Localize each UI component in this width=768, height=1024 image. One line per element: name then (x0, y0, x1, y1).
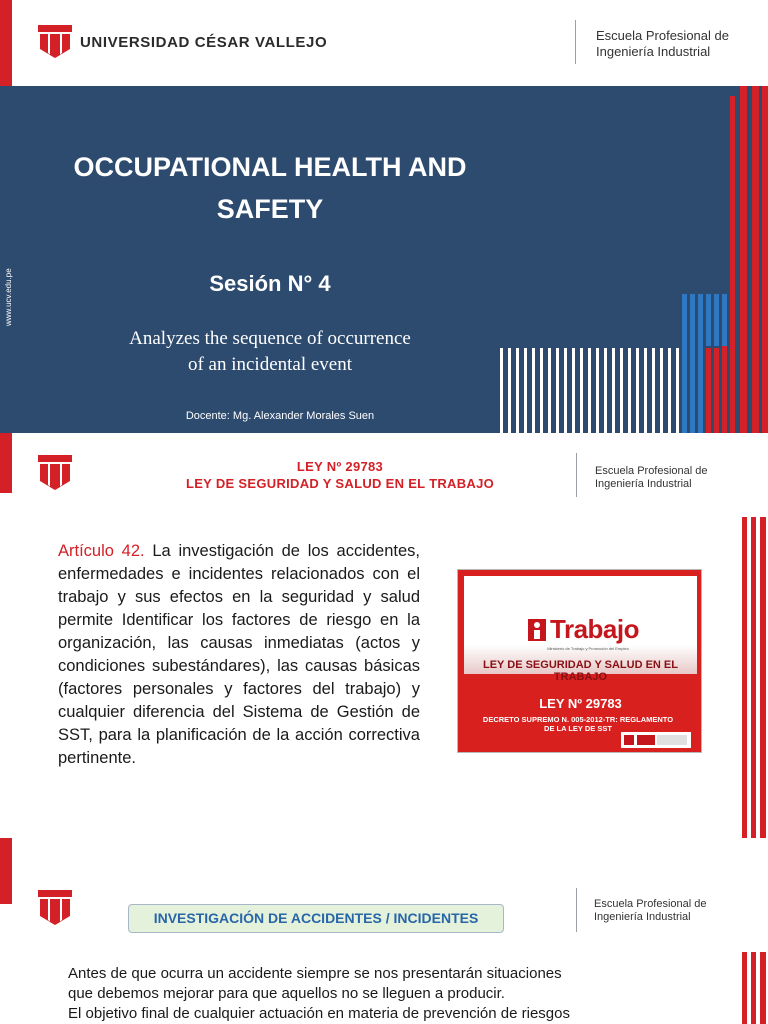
intro-paragraph (68, 964, 680, 1024)
para-line-3: El objetivo final de cualquier actuación en materia de prevención de riesgos (68, 1005, 570, 1022)
title-line-1: OCCUPATIONAL HEALTH AND (73, 152, 467, 182)
law-title (120, 458, 560, 492)
ministry-badge (621, 732, 691, 748)
law-number: LEY Nº 29783 (296, 459, 384, 474)
school-name (594, 898, 707, 924)
school-line-1: Escuela Profesional de (596, 28, 729, 43)
title-line-2: SAFETY (216, 194, 324, 224)
law-book-cover (457, 569, 702, 753)
school-line-2: Ingeniería Industrial (594, 911, 691, 923)
book-decree (478, 715, 678, 733)
ucv-logo-icon (38, 455, 72, 491)
article-paragraph (58, 540, 420, 770)
session-label: Sesión N° 4 (209, 271, 331, 296)
red-side-bar (0, 433, 12, 493)
docente-label: Docente: Mg. Alexander Morales Suen (185, 410, 375, 422)
slide-1-header (0, 0, 768, 86)
section-heading: INVESTIGACIÓN DE ACCIDENTES / INCIDENTES (128, 904, 504, 933)
slide-1 (0, 0, 768, 433)
decorative-stripes (740, 517, 768, 838)
para-line-2: que debemos mejorar para que aquellos no se lleguen a producir. (68, 985, 505, 1002)
header-separator (576, 888, 577, 932)
article-text: La investigación de los accidentes, enfermedades e incidentes relacionados con el trabajo y sus efectos en la seguridad y salud permite Identificar los factores de riesgo en la organización, las causas inmediatas (actos y condiciones subestándares), las causas básicas (factores personales y factores del trabajo) y cualquier diferencia del Sistema de Gestión de SST, para la planificación de la acción correctiva pertinente. (58, 542, 420, 767)
trabajo-subtitle: Ministerio de Trabajo y Promoción del Empleo (547, 646, 629, 651)
school-line-1: Escuela Profesional de (595, 465, 708, 477)
subtitle-line-1: Analyzes the sequence of occurrence (129, 328, 411, 349)
slide-3 (0, 838, 768, 1024)
school-line-2: Ingeniería Industrial (595, 478, 692, 490)
slide-title (30, 146, 510, 230)
article-label: Artículo 42. (58, 542, 145, 560)
ucv-logo-icon (38, 25, 72, 59)
para-line-1: Antes de que ocurra un accidente siempre se nos presentarán situaciones (68, 965, 562, 982)
ucv-logo-icon (38, 890, 72, 926)
header-separator (575, 20, 576, 64)
school-line-2: Ingeniería Industrial (596, 44, 711, 59)
decorative-stripes (740, 952, 768, 1024)
peru-shield-icon (621, 732, 691, 748)
decorative-stripes (490, 86, 768, 433)
header-separator (576, 453, 577, 497)
red-side-bar (0, 0, 12, 86)
decree-line-1: DECRETO SUPREMO N. 005-2012-TR: REGLAMENTO (482, 715, 674, 724)
slide-subtitle (70, 326, 470, 378)
slide-2 (0, 433, 768, 838)
subtitle-line-2: of an incidental event (187, 354, 353, 375)
law-name: LEY DE SEGURIDAD Y SALUD EN EL TRABAJO (185, 476, 495, 491)
book-law-number: LEY Nº 29783 (539, 696, 622, 711)
red-side-bar (0, 838, 12, 904)
school-line-1: Escuela Profesional de (594, 898, 707, 910)
website-vertical: www.ucv.edu.pe (4, 268, 13, 326)
school-name (595, 465, 708, 491)
body-edge (0, 86, 12, 433)
trabajo-brand: Trabajo (550, 614, 639, 644)
book-title: LEY DE SEGURIDAD Y SALUD EN EL TRABAJO (483, 659, 678, 683)
school-name (596, 28, 729, 60)
decree-line-2: DE LA LEY DE SST (544, 724, 612, 733)
university-name: UNIVERSIDAD CÉSAR VALLEJO (80, 34, 328, 51)
